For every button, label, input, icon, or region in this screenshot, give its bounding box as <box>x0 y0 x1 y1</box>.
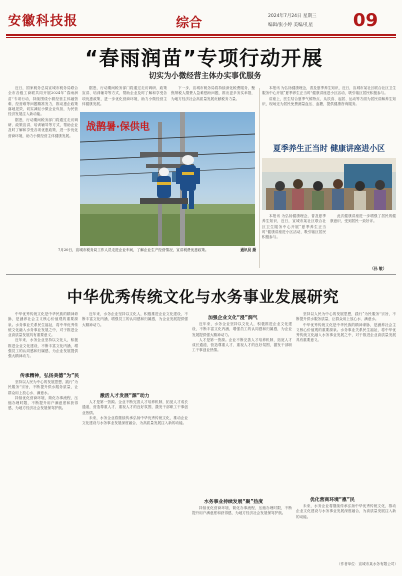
lead-photo <box>80 112 255 246</box>
lead-paragraph: 据悉，行动期间税务部门将通过走访调研、政策宣讲、培训辅导等方式，帮助企业及时了解和享受各项优惠政策，进一步优化营商环境，助力小微经营主体健康发展。 <box>82 86 167 106</box>
feature-paragraph: 近年来，水务企业坚持以文化人，积极推进企业文化建设，不断丰富文化内涵，增强员工的认同感和归属感，为企业发展提供强大精神动力。 <box>192 322 292 337</box>
feature-subsection-title: 优化营商环境“惠”民 <box>310 498 355 503</box>
feature-subsection-title: 激活人才发展“源”动力 <box>100 394 150 399</box>
side-photo-image <box>262 158 396 210</box>
feature-subsection-title: 传承精神，弘扬美德“为”民 <box>20 374 80 379</box>
feature-paragraph: 持续优化营商环境，简化办事流程，压缩办理时限，不断提升用户满意度和获得感，为地方经济社会发展保驾护航。 <box>8 395 78 411</box>
photo-banner-text: 战鹊暑·保供电 <box>86 122 150 133</box>
masthead <box>0 0 402 40</box>
lead-headline: “春雨润苗”专项行动开展 <box>84 46 324 70</box>
feature-paragraph: 中华优秀传统文化是中华民族的精神命脉，是涵养社会主义核心价值观的重要源泉。水务事业关系民生福祉，将中华优秀传统文化融入水务事业发展之中，对于推进企业高质量发展具有重要意义。 <box>8 312 78 338</box>
feature-paragraph: 持续优化营商环境，简化办事流程，压缩办理时限，不断提升用户满意度和获得感，为地方经济社会发展保驾护航。 <box>192 506 292 516</box>
issue-date: 2024年7月24日 星期三 <box>268 14 317 19</box>
lead-body-col2 <box>82 86 167 110</box>
feature-col4b <box>296 504 396 560</box>
page-number: 09 <box>353 10 379 31</box>
feature-col2b <box>82 400 188 560</box>
column-divider <box>259 88 260 268</box>
feature-col2 <box>82 312 188 382</box>
editor-credits: 编辑/张小婷 美编/孔星 <box>268 23 313 28</box>
feature-paragraph: 人才是第一资源。企业不断完善人才培养机制，拓宽人才成长通道，营造尊重人才、重视人才的良好氛围，激发干部职工干事创业热情。 <box>192 337 292 353</box>
side-intro-text <box>262 86 396 138</box>
masthead-rule <box>6 34 396 36</box>
side-headline: 夏季养生正当时 健康讲座进小区 <box>273 144 385 153</box>
feature-headline: 中华优秀传统文化与水务事业发展研究 <box>66 287 339 306</box>
side-paragraph: 此次健康讲座进一步增强了居民的健康意识，受到居民一致好评。 <box>330 214 396 224</box>
feature-paragraph: 中华优秀传统文化是中华民族的精神命脉，是涵养社会主义核心价值观的重要源泉。水务事业关系民生福祉，将中华优秀传统文化融入水务事业发展之中，对于推进企业高质量发展具有重要意义。 <box>296 322 396 343</box>
feature-col3 <box>192 322 292 492</box>
lead-paragraph: 据悉，行动期间税务部门将通过走访调研、政策宣讲、培训辅导等方式，帮助企业及时了解和享受各项优惠政策，进一步优化营商环境，助力小微经营主体健康发展。 <box>8 117 78 138</box>
lead-body-col3 <box>171 86 255 110</box>
feature-paragraph: 未来，水务企业将继续传承弘扬中华优秀传统文化，推动企业文化建设与水务事业发展深度融合，为高质量发展注入新的动能。 <box>296 504 396 519</box>
section-label: 综合 <box>176 16 203 31</box>
feature-col4 <box>296 312 396 492</box>
side-paragraph: 本报讯 为弘扬健康理念，普及夏季养生知识，近日，宣城市某社区联合社区卫生服务中心开展“夏季养生正当时”健康讲座进小区活动，吸引辖区居民积极参与。 <box>262 214 326 240</box>
lead-photo-image <box>80 112 255 246</box>
newspaper-name: 安徽科技报 <box>8 14 79 29</box>
lead-paragraph: 下一步，宣城市税务局将持续深化税费服务，聚焦纳税人缴费人急难愁盼问题，推出更多务实举措，为地方经济社会高质量发展贡献税务力量。 <box>171 86 255 101</box>
lead-body-col1 <box>8 86 78 246</box>
feature-paragraph: 坚持以人民为中心的发展思想，践行“为民服务”宗旨，不断提升供水服务质量，让群众用上放心水、满意水。 <box>296 312 396 322</box>
feature-paragraph: 近年来，水务企业坚持以文化人，积极推进企业文化建设，不断丰富文化内涵，增强员工的认同感和归属感，为企业发展提供强大精神动力。 <box>8 338 78 359</box>
side-paragraph: 讲座上，医生结合夏季气候特点，从饮食、起居、运动等方面为居民讲解养生知识，现场还为居民免费测量血压、血糖，提供健康咨询服务。 <box>262 96 396 106</box>
side-body-col2 <box>330 214 396 266</box>
feature-paragraph: 近年来，水务企业坚持以文化人，积极推进企业文化建设，不断丰富文化内涵，增强员工的认同感和归属感，为企业发展提供强大精神动力。 <box>82 312 188 327</box>
side-body-col1 <box>262 214 326 272</box>
side-photo <box>262 158 396 210</box>
photo-credit: 通讯员 摄 <box>240 248 256 252</box>
lead-photo-caption <box>58 248 256 253</box>
feature-paragraph: 坚持以人民为中心的发展思想，践行“为民服务”宗旨，不断提升供水服务质量，让群众用上放心水、满意水。 <box>8 380 78 395</box>
lead-subhead: 切实为小微经营主体办实事优服务 <box>148 71 262 80</box>
side-byline: （孙 敏） <box>370 266 387 271</box>
feature-paragraph: 人才是第一资源。企业不断完善人才培养机制，拓宽人才成长通道，营造尊重人才、重视人才的良好氛围，激发干部职工干事创业热情。 <box>82 400 188 415</box>
feature-col3b <box>192 506 292 560</box>
photo-caption-text: 7月20日，宣城市税务局工作人员走进企业车间，了解企业生产经营情况，宣讲税费优惠政策。 <box>58 248 209 252</box>
feature-subsection-title: 水务事业持续发展“聚”热度 <box>204 500 264 505</box>
feature-col1b <box>8 380 78 560</box>
section-divider <box>6 274 396 275</box>
masthead-rule-thin <box>6 37 396 38</box>
feature-paragraph: 未来，水务企业将继续传承弘扬中华优秀传统文化，推动企业文化建设与水务事业发展深度融合，为高质量发展注入新的动能。 <box>82 415 188 426</box>
feature-author-note: （作者单位：宣城市某水务有限公司） <box>336 562 398 566</box>
side-paragraph: 本报讯 为弘扬健康理念，普及夏季养生知识，近日，宣城市某社区联合社区卫生服务中心开展“夏季养生正当时”健康讲座进小区活动，吸引辖区居民积极参与。 <box>262 86 396 96</box>
lead-paragraph: 近日，国家税务总局宣城市税务局联合全市各级工商联共同开展2024年“春雨润苗”专项行动，持续围绕小微经营主体融资难、经营难等问题精准发力，推动惠企政策落地见效，切实减轻小微企业负担，为民营经济发展注入新动能。 <box>8 86 78 117</box>
feature-subsection-title: 加强企业文化“浸”润气 <box>208 316 258 321</box>
